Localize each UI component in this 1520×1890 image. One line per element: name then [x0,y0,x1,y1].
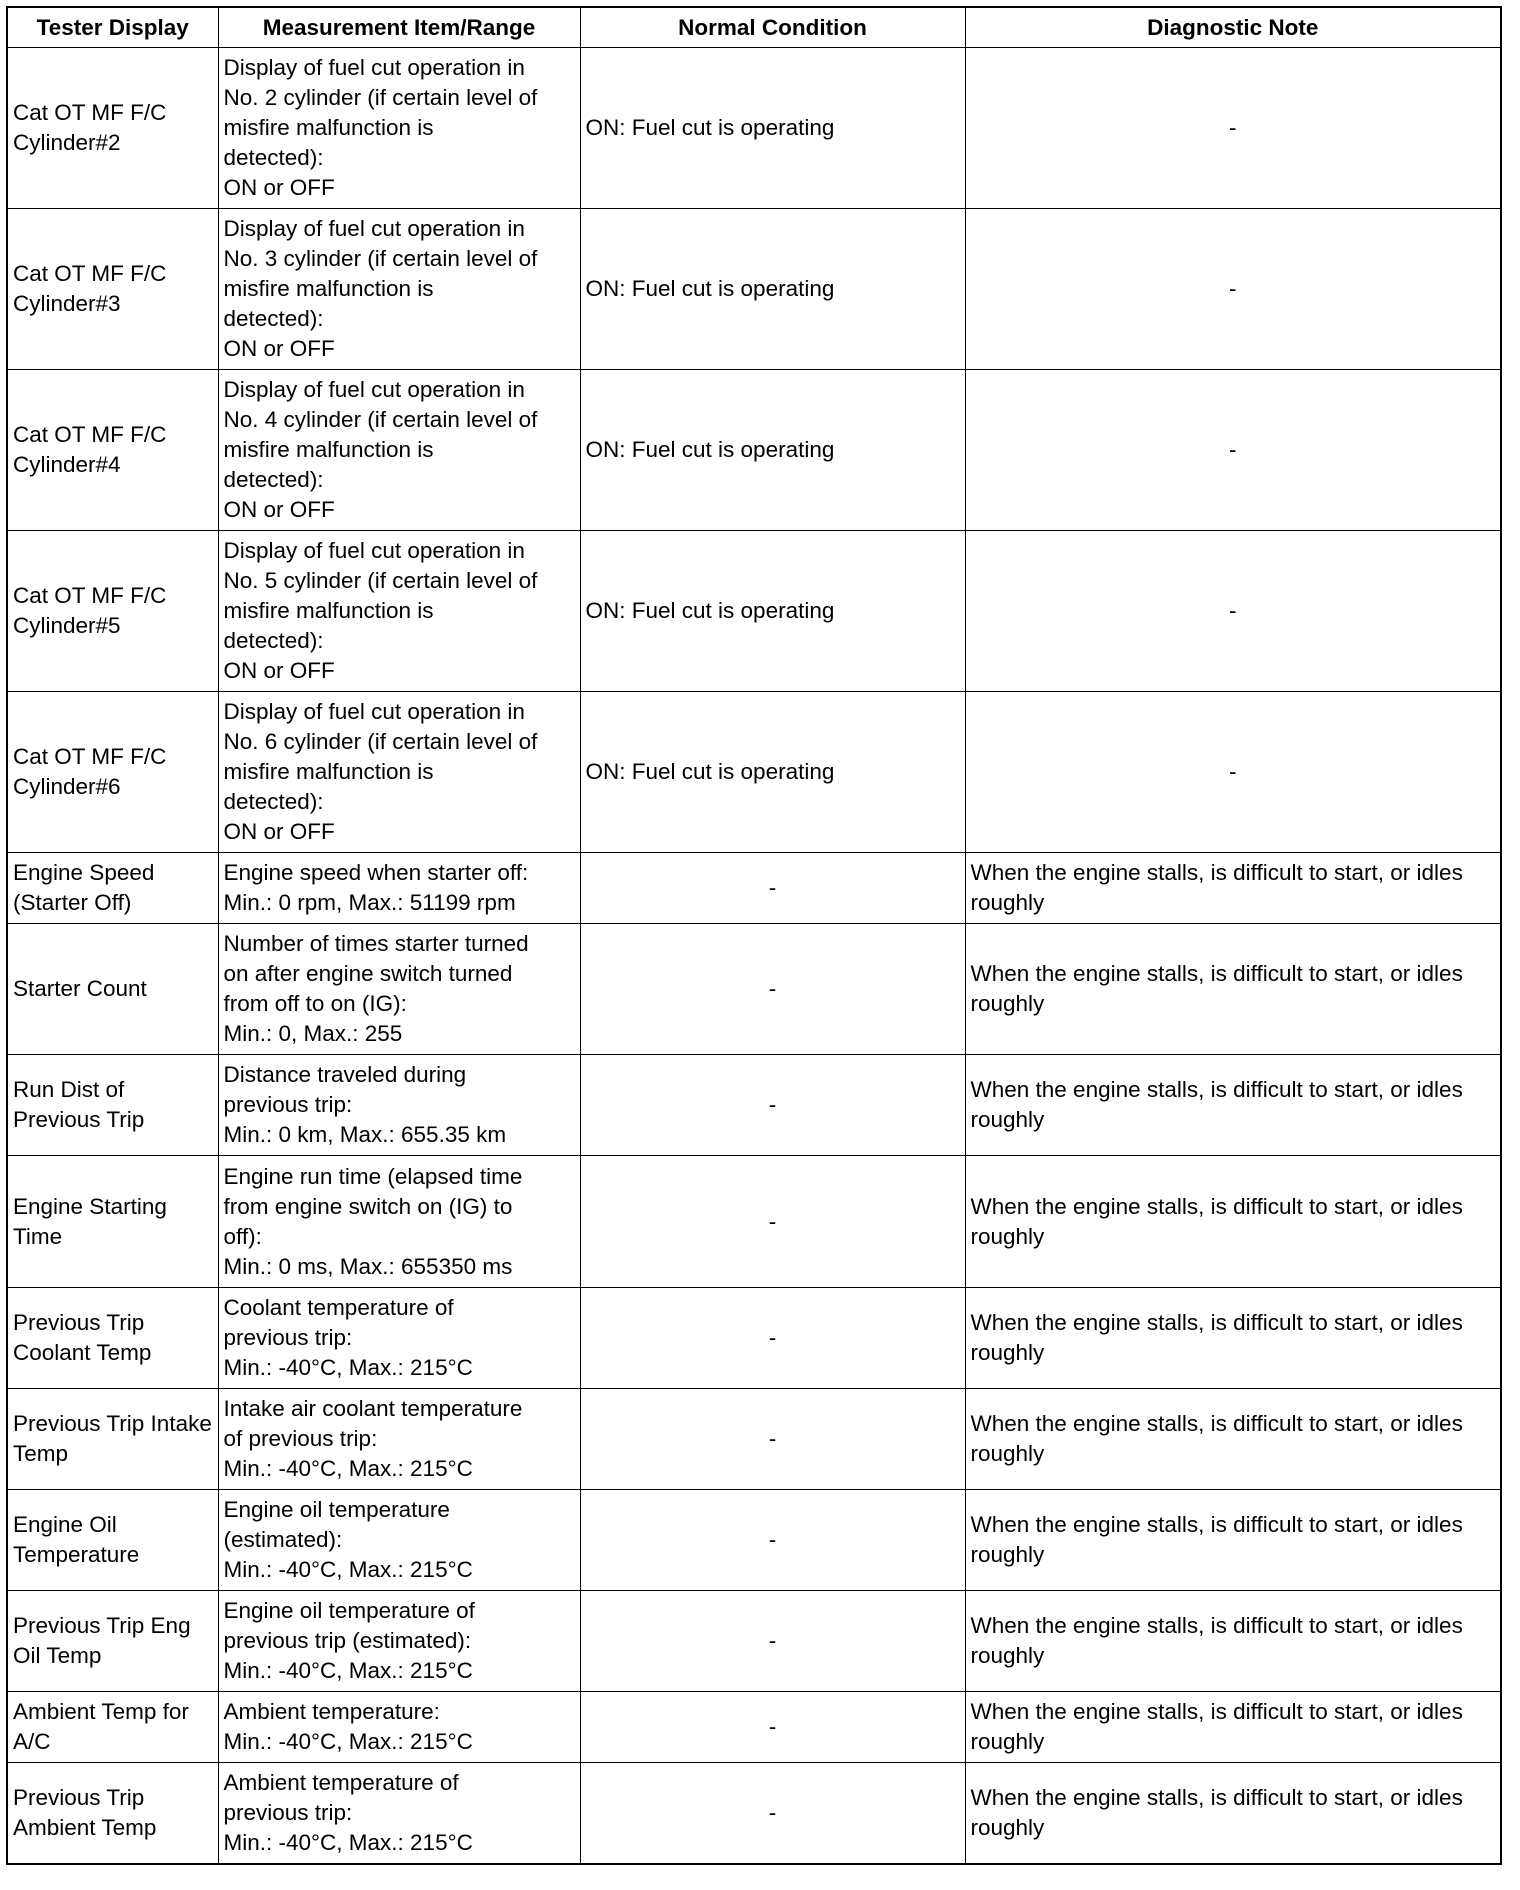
tester-display-cell: Cat OT MF F/C Cylinder#5 [7,531,218,692]
normal-condition-cell: - [580,1288,965,1389]
measurement-cell: Engine speed when starter off: Min.: 0 rpm, Max.: 51199 rpm [218,853,580,924]
normal-condition-cell: ON: Fuel cut is operating [580,48,965,209]
table-row [7,1055,1501,1156]
normal-condition-cell: ON: Fuel cut is operating [580,370,965,531]
table-row [7,1763,1501,1865]
measurement-cell: Engine run time (elapsed time from engine switch on (IG) to off): Min.: 0 ms, Max.: 655350 ms [218,1156,580,1288]
table-row [7,1490,1501,1591]
tester-display-cell: Engine Oil Temperature [7,1490,218,1591]
table-row [7,924,1501,1055]
normal-condition-cell: - [580,853,965,924]
table-row [7,1591,1501,1692]
tester-display-cell: Engine Speed (Starter Off) [7,853,218,924]
measurement-cell: Display of fuel cut operation in No. 3 cylinder (if certain level of misfire malfunction is detected): ON or OFF [218,209,580,370]
measurement-cell: Ambient temperature: Min.: -40°C, Max.: 215°C [218,1692,580,1763]
header-row [7,7,1501,48]
diagnostic-note-cell: When the engine stalls, is difficult to start, or idles roughly [965,1055,1501,1156]
table-row [7,1156,1501,1288]
tester-display-cell: Cat OT MF F/C Cylinder#6 [7,692,218,853]
diagnostic-note-cell: - [965,692,1501,853]
normal-condition-cell: - [580,1156,965,1288]
table-row [7,853,1501,924]
diagnostic-note-cell: - [965,370,1501,531]
table-row [7,531,1501,692]
diagnostic-note-cell: When the engine stalls, is difficult to start, or idles roughly [965,1389,1501,1490]
header-normal-condition: Normal Condition [580,7,965,48]
diagnostic-note-cell: When the engine stalls, is difficult to start, or idles roughly [965,1591,1501,1692]
normal-condition-cell: - [580,924,965,1055]
diagnostic-note-cell: When the engine stalls, is difficult to start, or idles roughly [965,1490,1501,1591]
table-row [7,1288,1501,1389]
diagnostic-note-cell: When the engine stalls, is difficult to start, or idles roughly [965,1156,1501,1288]
normal-condition-cell: ON: Fuel cut is operating [580,531,965,692]
table-row [7,209,1501,370]
tester-display-cell: Cat OT MF F/C Cylinder#2 [7,48,218,209]
measurement-cell: Distance traveled during previous trip: Min.: 0 km, Max.: 655.35 km [218,1055,580,1156]
diagnostic-note-cell: - [965,531,1501,692]
table-row [7,48,1501,209]
normal-condition-cell: - [580,1490,965,1591]
measurement-cell: Engine oil temperature (estimated): Min.: -40°C, Max.: 215°C [218,1490,580,1591]
tester-display-cell: Previous Trip Coolant Temp [7,1288,218,1389]
header-measurement: Measurement Item/Range [218,7,580,48]
diagnostic-note-cell: - [965,48,1501,209]
diagnostic-note-cell: When the engine stalls, is difficult to start, or idles roughly [965,1763,1501,1865]
table-row [7,1692,1501,1763]
diagnostic-note-cell: When the engine stalls, is difficult to start, or idles roughly [965,924,1501,1055]
normal-condition-cell: - [580,1692,965,1763]
measurement-cell: Display of fuel cut operation in No. 5 cylinder (if certain level of misfire malfunction is detected): ON or OFF [218,531,580,692]
tester-display-cell: Cat OT MF F/C Cylinder#3 [7,209,218,370]
measurement-cell: Display of fuel cut operation in No. 4 cylinder (if certain level of misfire malfunction is detected): ON or OFF [218,370,580,531]
measurement-cell: Display of fuel cut operation in No. 2 cylinder (if certain level of misfire malfunction is detected): ON or OFF [218,48,580,209]
normal-condition-cell: ON: Fuel cut is operating [580,692,965,853]
diagnostic-note-cell: - [965,209,1501,370]
normal-condition-cell: - [580,1591,965,1692]
measurement-cell: Number of times starter turned on after engine switch turned from off to on (IG): Min.: 0, Max.: 255 [218,924,580,1055]
measurement-cell: Display of fuel cut operation in No. 6 cylinder (if certain level of misfire malfunction is detected): ON or OFF [218,692,580,853]
normal-condition-cell: - [580,1389,965,1490]
tester-display-cell: Starter Count [7,924,218,1055]
diagnostic-note-cell: When the engine stalls, is difficult to start, or idles roughly [965,1288,1501,1389]
data-list-sheet [6,6,1502,1865]
tester-display-cell: Previous Trip Intake Temp [7,1389,218,1490]
tester-display-cell: Engine Starting Time [7,1156,218,1288]
normal-condition-cell: - [580,1763,965,1865]
measurement-cell: Engine oil temperature of previous trip (estimated): Min.: -40°C, Max.: 215°C [218,1591,580,1692]
measurement-cell: Intake air coolant temperature of previous trip: Min.: -40°C, Max.: 215°C [218,1389,580,1490]
tester-display-cell: Ambient Temp for A/C [7,1692,218,1763]
tester-display-cell: Cat OT MF F/C Cylinder#4 [7,370,218,531]
measurement-cell: Coolant temperature of previous trip: Min.: -40°C, Max.: 215°C [218,1288,580,1389]
measurement-cell: Ambient temperature of previous trip: Min.: -40°C, Max.: 215°C [218,1763,580,1865]
header-tester-display: Tester Display [7,7,218,48]
header-diagnostic-note: Diagnostic Note [965,7,1501,48]
table-row [7,692,1501,853]
table-row [7,1389,1501,1490]
tester-display-cell: Run Dist of Previous Trip [7,1055,218,1156]
tester-display-cell: Previous Trip Ambient Temp [7,1763,218,1865]
normal-condition-cell: - [580,1055,965,1156]
data-list-table [6,6,1502,1865]
diagnostic-note-cell: When the engine stalls, is difficult to start, or idles roughly [965,1692,1501,1763]
table-row [7,370,1501,531]
normal-condition-cell: ON: Fuel cut is operating [580,209,965,370]
diagnostic-note-cell: When the engine stalls, is difficult to start, or idles roughly [965,853,1501,924]
tester-display-cell: Previous Trip Eng Oil Temp [7,1591,218,1692]
